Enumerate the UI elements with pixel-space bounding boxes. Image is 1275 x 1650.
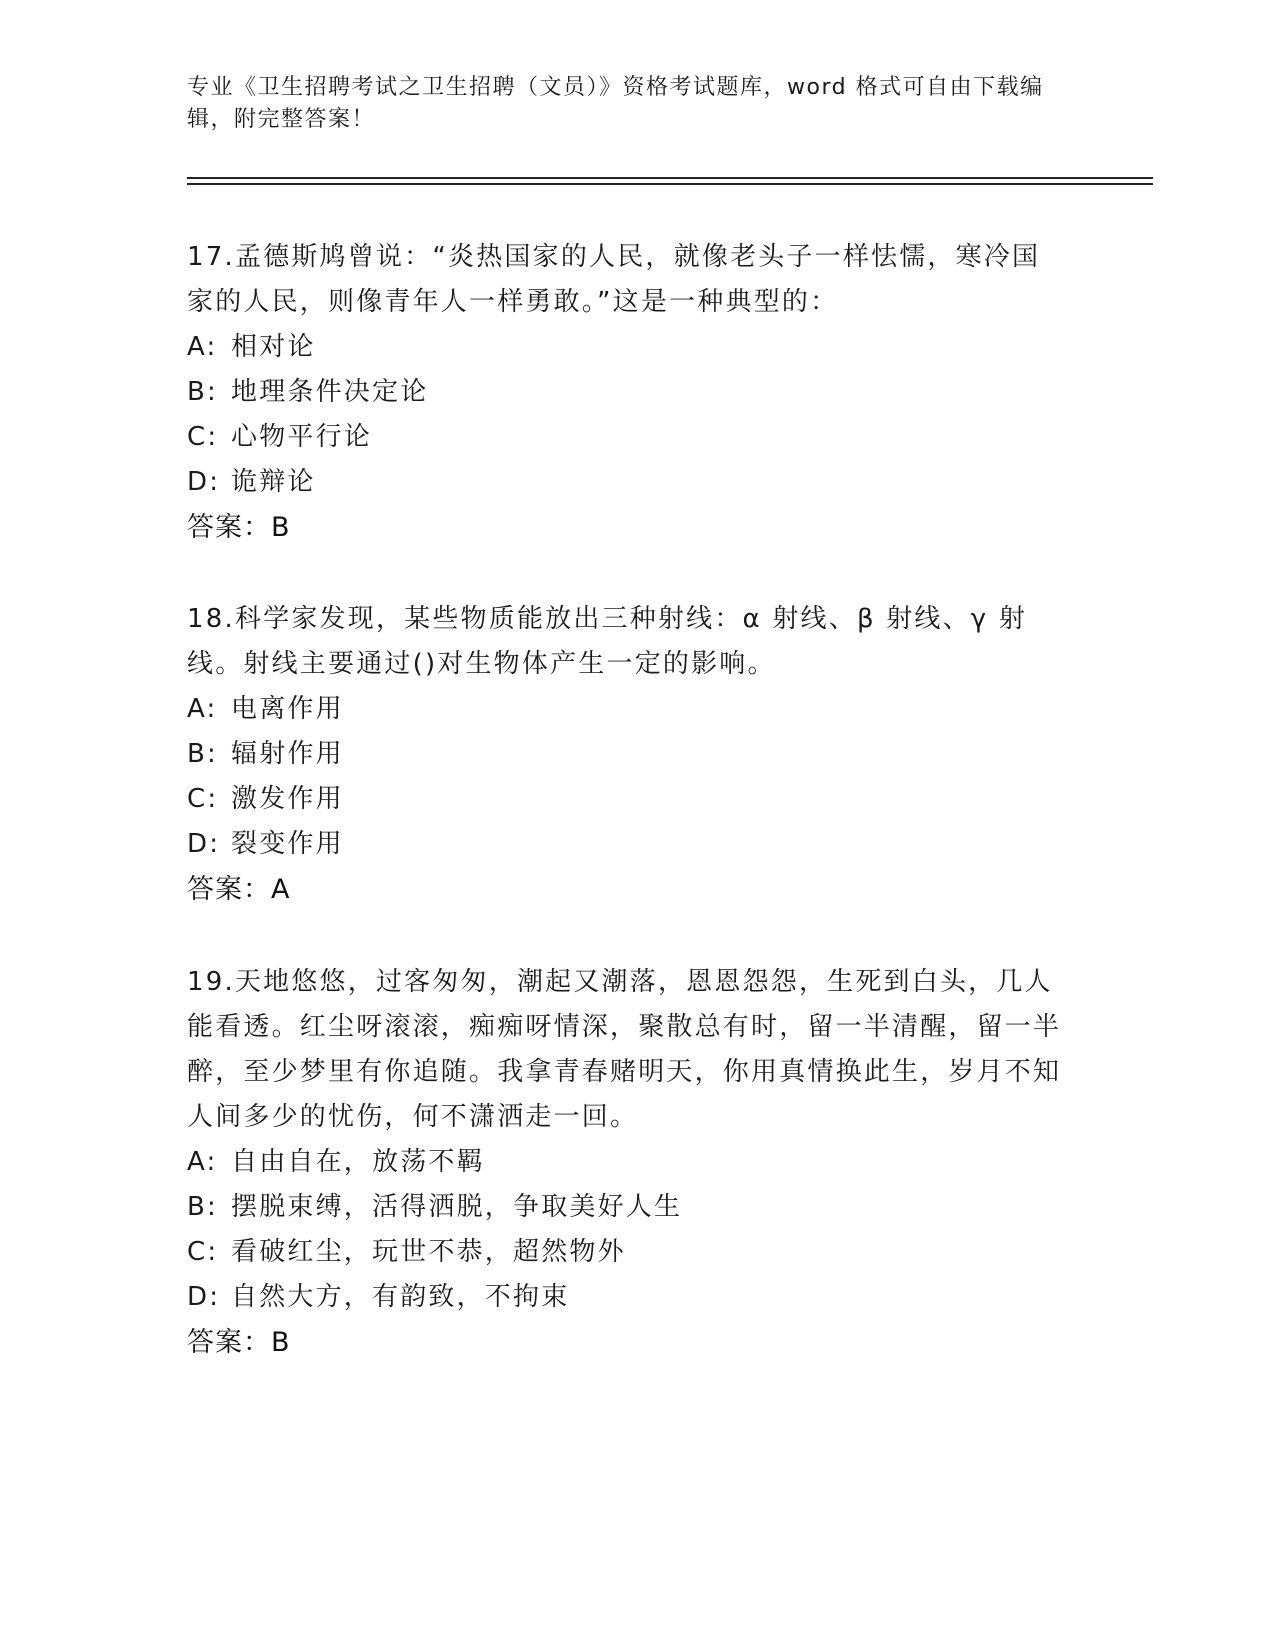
option-key: A:: [187, 332, 218, 362]
option-b: [187, 370, 1067, 415]
option-text: 心物平行论: [231, 422, 373, 452]
question-stem: 17.孟德斯鸠曾说：“炎热国家的人民，就像老头子一样怯懦，寒冷国家的人民，则像青年人一样勇敢。”这是一种典型的：: [187, 242, 1041, 317]
option-c: [187, 415, 1067, 460]
option-key: C:: [187, 422, 219, 452]
option-key: B:: [187, 377, 218, 407]
answer-line: 答案：A: [187, 874, 291, 905]
option-text: 自由自在，放荡不羁: [231, 1147, 485, 1177]
option-text: 相对论: [231, 332, 316, 362]
option-text: 激发作用: [231, 784, 344, 814]
option-key: A:: [187, 1147, 218, 1177]
header-note: 专业《卫生招聘考试之卫生招聘（文员）》资格考试题库，word 格式可自由下载编辑，附完整答案！: [187, 75, 1044, 132]
option-text: 地理条件决定论: [231, 377, 429, 407]
option-c: [187, 1230, 1067, 1275]
option-c: [187, 777, 1067, 822]
question-17: [187, 235, 1067, 550]
question-19: [187, 960, 1067, 1365]
option-text: 自然大方，有韵致，不拘束: [231, 1282, 570, 1312]
option-key: D:: [187, 467, 221, 497]
option-d: [187, 1275, 1067, 1320]
option-key: A:: [187, 694, 218, 724]
option-a: [187, 325, 1067, 370]
option-text: 摆脱束缚，活得洒脱，争取美好人生: [231, 1192, 683, 1222]
option-key: D:: [187, 829, 221, 859]
option-d: [187, 822, 1067, 867]
header-divider-top: [187, 177, 1153, 179]
option-key: B:: [187, 1192, 218, 1222]
option-text: 诡辩论: [231, 467, 316, 497]
option-b: [187, 1185, 1067, 1230]
question-18: [187, 597, 1067, 912]
option-d: [187, 460, 1067, 505]
option-a: [187, 687, 1067, 732]
question-stem: 18.科学家发现，某些物质能放出三种射线：α 射线、β 射线、γ 射线。射线主要通过()对生物体产生一定的影响。: [187, 604, 1028, 679]
option-key: C:: [187, 784, 219, 814]
answer-line: 答案：B: [187, 512, 291, 543]
option-text: 裂变作用: [231, 829, 344, 859]
option-key: D:: [187, 1282, 221, 1312]
option-key: C:: [187, 1237, 219, 1267]
option-a: [187, 1140, 1067, 1185]
question-stem: 19.天地悠悠，过客匆匆，潮起又潮落，恩恩怨怨，生死到白头，几人能看透。红尘呀滚滚，痴痴呀情深，聚散总有时，留一半清醒，留一半醉，至少梦里有你追随。我拿青春赌明天，你用真情换此生，岁月不知人间多少的忧伤，何不潇洒走一回。: [187, 967, 1062, 1132]
option-b: [187, 732, 1067, 777]
answer-line: 答案：B: [187, 1327, 291, 1358]
header-divider-bottom: [187, 183, 1153, 185]
option-text: 辐射作用: [231, 739, 344, 769]
option-text: 看破红尘，玩世不恭，超然物外: [231, 1237, 626, 1267]
option-key: B:: [187, 739, 218, 769]
option-text: 电离作用: [231, 694, 344, 724]
